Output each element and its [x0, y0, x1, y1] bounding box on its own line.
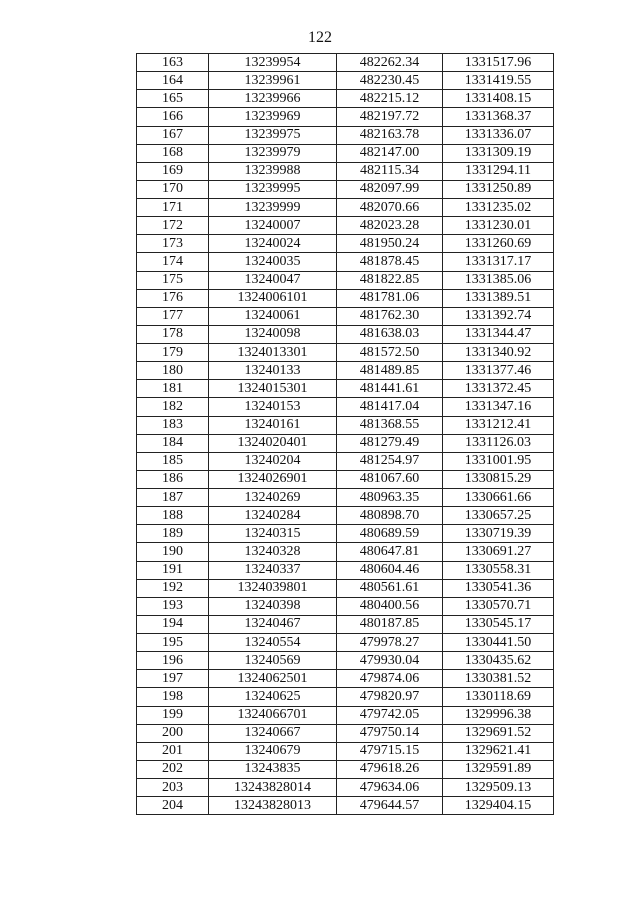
id-cell: 13240679 — [209, 742, 337, 760]
table-row — [137, 271, 554, 289]
id-cell: 13239961 — [209, 72, 337, 90]
x-coordinate-cell: 480604.46 — [337, 561, 443, 579]
row-number-cell: 186 — [137, 470, 209, 488]
y-coordinate-cell: 1331260.69 — [443, 235, 554, 253]
id-cell: 1324062501 — [209, 670, 337, 688]
row-number-cell: 175 — [137, 271, 209, 289]
row-number-cell: 172 — [137, 217, 209, 235]
y-coordinate-cell: 1330657.25 — [443, 507, 554, 525]
table-row — [137, 180, 554, 198]
y-coordinate-cell: 1330691.27 — [443, 543, 554, 561]
x-coordinate-cell: 482262.34 — [337, 54, 443, 72]
x-coordinate-cell: 481822.85 — [337, 271, 443, 289]
table-row — [137, 615, 554, 633]
id-cell: 13239954 — [209, 54, 337, 72]
id-cell: 13240133 — [209, 362, 337, 380]
x-coordinate-cell: 480647.81 — [337, 543, 443, 561]
id-cell: 13240328 — [209, 543, 337, 561]
table-row — [137, 525, 554, 543]
y-coordinate-cell: 1330118.69 — [443, 688, 554, 706]
id-cell: 13240667 — [209, 724, 337, 742]
y-coordinate-cell: 1331368.37 — [443, 108, 554, 126]
x-coordinate-cell: 481067.60 — [337, 470, 443, 488]
table-row — [137, 779, 554, 797]
table-row — [137, 253, 554, 271]
y-coordinate-cell: 1331344.47 — [443, 325, 554, 343]
x-coordinate-cell: 480400.56 — [337, 597, 443, 615]
y-coordinate-cell: 1331294.11 — [443, 162, 554, 180]
x-coordinate-cell: 482023.28 — [337, 217, 443, 235]
x-coordinate-cell: 480963.35 — [337, 489, 443, 507]
id-cell: 13240098 — [209, 325, 337, 343]
table-row — [137, 325, 554, 343]
row-number-cell: 180 — [137, 362, 209, 380]
x-coordinate-cell: 479618.26 — [337, 760, 443, 778]
row-number-cell: 173 — [137, 235, 209, 253]
table-row — [137, 561, 554, 579]
row-number-cell: 166 — [137, 108, 209, 126]
row-number-cell: 200 — [137, 724, 209, 742]
row-number-cell: 165 — [137, 90, 209, 108]
id-cell: 13240269 — [209, 489, 337, 507]
y-coordinate-cell: 1330719.39 — [443, 525, 554, 543]
table-row — [137, 162, 554, 180]
x-coordinate-cell: 479820.97 — [337, 688, 443, 706]
x-coordinate-cell: 479978.27 — [337, 634, 443, 652]
x-coordinate-cell: 482197.72 — [337, 108, 443, 126]
table-body — [137, 54, 554, 815]
y-coordinate-cell: 1331317.17 — [443, 253, 554, 271]
y-coordinate-cell: 1330815.29 — [443, 470, 554, 488]
x-coordinate-cell: 479750.14 — [337, 724, 443, 742]
x-coordinate-cell: 481489.85 — [337, 362, 443, 380]
table-row — [137, 706, 554, 724]
x-coordinate-cell: 481781.06 — [337, 289, 443, 307]
table-row — [137, 652, 554, 670]
table-row — [137, 307, 554, 325]
row-number-cell: 174 — [137, 253, 209, 271]
id-cell: 13243828014 — [209, 779, 337, 797]
x-coordinate-cell: 481368.55 — [337, 416, 443, 434]
id-cell: 13240007 — [209, 217, 337, 235]
row-number-cell: 168 — [137, 144, 209, 162]
table-row — [137, 742, 554, 760]
x-coordinate-cell: 482147.00 — [337, 144, 443, 162]
x-coordinate-cell: 480187.85 — [337, 615, 443, 633]
x-coordinate-cell: 481950.24 — [337, 235, 443, 253]
row-number-cell: 176 — [137, 289, 209, 307]
y-coordinate-cell: 1331385.06 — [443, 271, 554, 289]
x-coordinate-cell: 481417.04 — [337, 398, 443, 416]
table-row — [137, 470, 554, 488]
id-cell: 1324066701 — [209, 706, 337, 724]
x-coordinate-cell: 481254.97 — [337, 452, 443, 470]
table-row — [137, 724, 554, 742]
y-coordinate-cell: 1331250.89 — [443, 180, 554, 198]
table-row — [137, 797, 554, 815]
id-cell: 1324039801 — [209, 579, 337, 597]
x-coordinate-cell: 482115.34 — [337, 162, 443, 180]
table-row — [137, 398, 554, 416]
id-cell: 13239975 — [209, 126, 337, 144]
y-coordinate-cell: 1331372.45 — [443, 380, 554, 398]
x-coordinate-cell: 479634.06 — [337, 779, 443, 797]
y-coordinate-cell: 1331408.15 — [443, 90, 554, 108]
y-coordinate-cell: 1331235.02 — [443, 199, 554, 217]
x-coordinate-cell: 481878.45 — [337, 253, 443, 271]
table-row — [137, 416, 554, 434]
y-coordinate-cell: 1330558.31 — [443, 561, 554, 579]
x-coordinate-cell: 479930.04 — [337, 652, 443, 670]
table-row — [137, 579, 554, 597]
row-number-cell: 189 — [137, 525, 209, 543]
table-row — [137, 380, 554, 398]
id-cell: 13239995 — [209, 180, 337, 198]
id-cell: 13243835 — [209, 760, 337, 778]
y-coordinate-cell: 1329691.52 — [443, 724, 554, 742]
id-cell: 13243828013 — [209, 797, 337, 815]
table-row — [137, 217, 554, 235]
table-row — [137, 144, 554, 162]
id-cell: 1324020401 — [209, 434, 337, 452]
x-coordinate-cell: 482097.99 — [337, 180, 443, 198]
row-number-cell: 203 — [137, 779, 209, 797]
row-number-cell: 163 — [137, 54, 209, 72]
row-number-cell: 188 — [137, 507, 209, 525]
row-number-cell: 202 — [137, 760, 209, 778]
y-coordinate-cell: 1331340.92 — [443, 344, 554, 362]
row-number-cell: 192 — [137, 579, 209, 597]
table-row — [137, 489, 554, 507]
row-number-cell: 196 — [137, 652, 209, 670]
row-number-cell: 204 — [137, 797, 209, 815]
row-number-cell: 194 — [137, 615, 209, 633]
table-row — [137, 199, 554, 217]
table-row — [137, 108, 554, 126]
y-coordinate-cell: 1330570.71 — [443, 597, 554, 615]
x-coordinate-cell: 479715.15 — [337, 742, 443, 760]
table-row — [137, 452, 554, 470]
table-row — [137, 670, 554, 688]
id-cell: 13239999 — [209, 199, 337, 217]
y-coordinate-cell: 1329591.89 — [443, 760, 554, 778]
y-coordinate-cell: 1331347.16 — [443, 398, 554, 416]
y-coordinate-cell: 1331377.46 — [443, 362, 554, 380]
y-coordinate-cell: 1329509.13 — [443, 779, 554, 797]
x-coordinate-cell: 479644.57 — [337, 797, 443, 815]
id-cell: 1324015301 — [209, 380, 337, 398]
id-cell: 13239966 — [209, 90, 337, 108]
row-number-cell: 169 — [137, 162, 209, 180]
row-number-cell: 164 — [137, 72, 209, 90]
y-coordinate-cell: 1331517.96 — [443, 54, 554, 72]
id-cell: 13240337 — [209, 561, 337, 579]
y-coordinate-cell: 1330441.50 — [443, 634, 554, 652]
row-number-cell: 167 — [137, 126, 209, 144]
table-row — [137, 72, 554, 90]
id-cell: 13240315 — [209, 525, 337, 543]
row-number-cell: 177 — [137, 307, 209, 325]
y-coordinate-cell: 1331230.01 — [443, 217, 554, 235]
y-coordinate-cell: 1331419.55 — [443, 72, 554, 90]
x-coordinate-cell: 480561.61 — [337, 579, 443, 597]
y-coordinate-cell: 1329621.41 — [443, 742, 554, 760]
y-coordinate-cell: 1330435.62 — [443, 652, 554, 670]
y-coordinate-cell: 1331001.95 — [443, 452, 554, 470]
y-coordinate-cell: 1330541.36 — [443, 579, 554, 597]
id-cell: 1324026901 — [209, 470, 337, 488]
table-row — [137, 90, 554, 108]
coordinates-table — [136, 53, 554, 815]
x-coordinate-cell: 481762.30 — [337, 307, 443, 325]
row-number-cell: 195 — [137, 634, 209, 652]
y-coordinate-cell: 1329996.38 — [443, 706, 554, 724]
row-number-cell: 201 — [137, 742, 209, 760]
row-number-cell: 191 — [137, 561, 209, 579]
id-cell: 13240467 — [209, 615, 337, 633]
x-coordinate-cell: 482215.12 — [337, 90, 443, 108]
x-coordinate-cell: 482070.66 — [337, 199, 443, 217]
x-coordinate-cell: 482230.45 — [337, 72, 443, 90]
id-cell: 13239979 — [209, 144, 337, 162]
row-number-cell: 185 — [137, 452, 209, 470]
y-coordinate-cell: 1329404.15 — [443, 797, 554, 815]
row-number-cell: 181 — [137, 380, 209, 398]
table-row — [137, 760, 554, 778]
row-number-cell: 170 — [137, 180, 209, 198]
table-row — [137, 289, 554, 307]
row-number-cell: 199 — [137, 706, 209, 724]
table-row — [137, 597, 554, 615]
x-coordinate-cell: 482163.78 — [337, 126, 443, 144]
row-number-cell: 184 — [137, 434, 209, 452]
id-cell: 13240204 — [209, 452, 337, 470]
row-number-cell: 179 — [137, 344, 209, 362]
y-coordinate-cell: 1331392.74 — [443, 307, 554, 325]
id-cell: 13240047 — [209, 271, 337, 289]
table-row — [137, 54, 554, 72]
id-cell: 13240153 — [209, 398, 337, 416]
y-coordinate-cell: 1331336.07 — [443, 126, 554, 144]
y-coordinate-cell: 1330545.17 — [443, 615, 554, 633]
id-cell: 13239969 — [209, 108, 337, 126]
table-row — [137, 362, 554, 380]
id-cell: 13240024 — [209, 235, 337, 253]
id-cell: 13240569 — [209, 652, 337, 670]
id-cell: 13240554 — [209, 634, 337, 652]
x-coordinate-cell: 481279.49 — [337, 434, 443, 452]
page-number: 122 — [308, 29, 332, 46]
x-coordinate-cell: 480689.59 — [337, 525, 443, 543]
x-coordinate-cell: 481572.50 — [337, 344, 443, 362]
id-cell: 13240061 — [209, 307, 337, 325]
table-row — [137, 434, 554, 452]
table-row — [137, 634, 554, 652]
row-number-cell: 190 — [137, 543, 209, 561]
y-coordinate-cell: 1330381.52 — [443, 670, 554, 688]
row-number-cell: 193 — [137, 597, 209, 615]
id-cell: 13240284 — [209, 507, 337, 525]
id-cell: 1324006101 — [209, 289, 337, 307]
x-coordinate-cell: 479874.06 — [337, 670, 443, 688]
y-coordinate-cell: 1331389.51 — [443, 289, 554, 307]
id-cell: 13240161 — [209, 416, 337, 434]
y-coordinate-cell: 1331309.19 — [443, 144, 554, 162]
x-coordinate-cell: 480898.70 — [337, 507, 443, 525]
table-row — [137, 688, 554, 706]
row-number-cell: 182 — [137, 398, 209, 416]
row-number-cell: 183 — [137, 416, 209, 434]
table-row — [137, 235, 554, 253]
row-number-cell: 187 — [137, 489, 209, 507]
row-number-cell: 178 — [137, 325, 209, 343]
y-coordinate-cell: 1331126.03 — [443, 434, 554, 452]
row-number-cell: 198 — [137, 688, 209, 706]
row-number-cell: 197 — [137, 670, 209, 688]
table-row — [137, 344, 554, 362]
y-coordinate-cell: 1331212.41 — [443, 416, 554, 434]
row-number-cell: 171 — [137, 199, 209, 217]
x-coordinate-cell: 479742.05 — [337, 706, 443, 724]
table-row — [137, 507, 554, 525]
id-cell: 13240625 — [209, 688, 337, 706]
table-row — [137, 543, 554, 561]
x-coordinate-cell: 481638.03 — [337, 325, 443, 343]
id-cell: 13240035 — [209, 253, 337, 271]
x-coordinate-cell: 481441.61 — [337, 380, 443, 398]
table-row — [137, 126, 554, 144]
id-cell: 13240398 — [209, 597, 337, 615]
y-coordinate-cell: 1330661.66 — [443, 489, 554, 507]
id-cell: 1324013301 — [209, 344, 337, 362]
id-cell: 13239988 — [209, 162, 337, 180]
